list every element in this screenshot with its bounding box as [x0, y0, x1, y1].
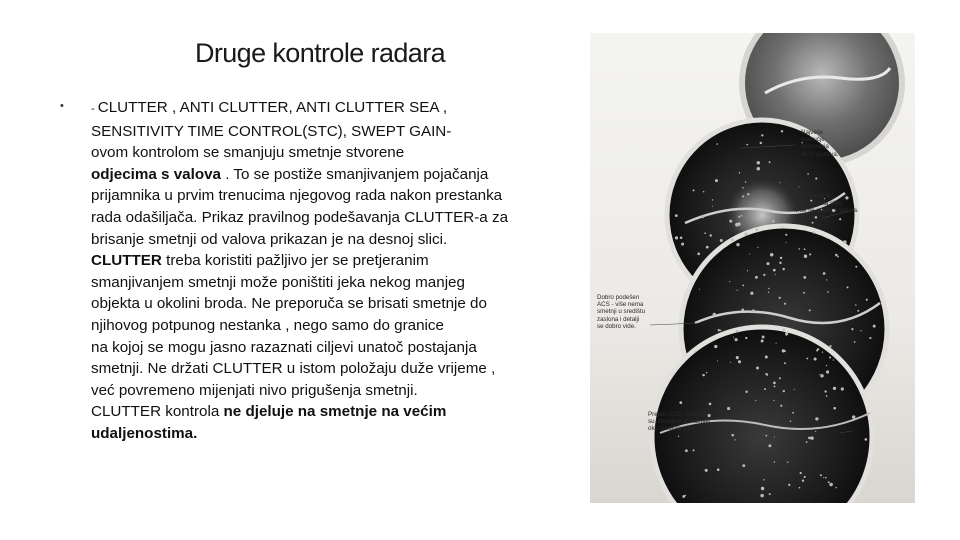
caption-acs-too-strong: Prejaki ACS - smetnje su izbrisane ali i detalji oko središta slike. — [648, 411, 710, 433]
echo-speckle — [825, 477, 827, 479]
echo-speckle — [833, 407, 836, 410]
echo-speckle — [742, 187, 744, 189]
echo-speckle — [705, 469, 708, 472]
echo-speckle — [810, 436, 813, 439]
echo-speckle — [804, 255, 807, 258]
echo-speckle — [772, 220, 774, 222]
echo-speckle — [737, 290, 738, 291]
radar-scopes-illustration — [590, 33, 915, 503]
echo-speckle — [713, 313, 716, 316]
echo-speckle — [695, 351, 696, 352]
echo-speckle — [706, 372, 708, 374]
echo-speckle — [731, 434, 734, 437]
echo-speckle — [855, 266, 857, 268]
echo-speckle — [694, 218, 695, 219]
echo-speckle — [841, 387, 844, 390]
echo-speckle — [829, 356, 831, 358]
text-segment: ovom kontrolom se smanjuju smetnje stvorene — [91, 144, 405, 162]
echo-speckle — [824, 390, 826, 392]
echo-speckle — [823, 272, 826, 275]
echo-speckle — [780, 257, 782, 259]
echo-speckle — [735, 338, 738, 341]
echo-speckle — [736, 243, 739, 246]
echo-speckle — [786, 335, 787, 336]
echo-speckle — [788, 484, 790, 486]
body-line — [91, 207, 591, 229]
echo-speckle — [802, 480, 804, 482]
echo-speckle — [785, 332, 788, 335]
echo-speckle — [866, 299, 868, 301]
echo-speckle — [768, 288, 769, 289]
echo-speckle — [701, 215, 704, 218]
echo-speckle — [709, 403, 712, 406]
echo-speckle — [803, 276, 806, 279]
echo-speckle — [720, 239, 723, 242]
echo-speckle — [734, 439, 735, 440]
echo-speckle — [794, 389, 795, 390]
echo-speckle — [833, 359, 834, 360]
echo-speckle — [733, 337, 734, 338]
echo-speckle — [806, 441, 808, 443]
echo-speckle — [787, 461, 788, 462]
echo-speckle — [739, 172, 740, 173]
radar-clutter-photo — [590, 33, 915, 503]
echo-speckle — [781, 130, 783, 132]
echo-speckle — [715, 179, 718, 182]
echo-speckle — [829, 483, 833, 487]
slide-title: Druge kontrole radara — [194, 38, 446, 68]
echo-speckle — [782, 349, 785, 352]
echo-speckle — [736, 330, 739, 333]
bold-text: ne djeluje na smetnje na većim — [223, 403, 447, 421]
echo-speckle — [823, 477, 824, 478]
echo-speckle — [742, 309, 745, 312]
echo-speckle — [780, 405, 782, 407]
echo-speckle — [826, 370, 829, 373]
text-segment: brisanje smetnji od valova prikazan je na desnoj slici. — [91, 230, 448, 248]
text-segment: CLUTTER kontrola — [91, 403, 224, 421]
body-line — [91, 315, 591, 337]
echo-speckle — [827, 291, 829, 293]
echo-speckle — [741, 215, 743, 217]
echo-speckle — [779, 297, 781, 299]
echo-speckle — [766, 374, 768, 376]
echo-speckle — [799, 487, 801, 489]
echo-speckle — [718, 329, 720, 331]
echo-speckle — [761, 340, 764, 343]
echo-speckle — [750, 292, 753, 295]
text-segment: na kojoj se mogu jasno razaznati ciljevi unatoč postajanja — [91, 338, 477, 356]
text-segment: . To se postiže smanjivanjem pojačanja — [221, 165, 489, 183]
text-segment: treba koristiti pažljivo jer se pretjeranim — [161, 252, 429, 270]
echo-speckle — [747, 270, 748, 271]
echo-speckle — [757, 161, 760, 164]
echo-speckle — [712, 199, 713, 200]
echo-speckle — [819, 374, 820, 375]
echo-speckle — [756, 228, 759, 231]
echo-speckle — [799, 248, 801, 250]
echo-speckle — [785, 234, 787, 236]
echo-speckle — [681, 243, 684, 246]
echo-speckle — [761, 134, 763, 136]
echo-speckle — [675, 236, 678, 239]
echo-speckle — [782, 226, 783, 227]
echo-speckle — [779, 262, 781, 264]
echo-speckle — [839, 218, 841, 220]
echo-speckle — [730, 362, 731, 363]
echo-speckle — [712, 206, 713, 207]
echo-speckle — [822, 352, 823, 353]
body-line — [91, 380, 591, 402]
text-segment: objekta u okolini broda. Ne preporuča se brisati smetnje do — [91, 295, 487, 313]
echo-speckle — [835, 254, 838, 257]
body-line — [91, 164, 591, 186]
echo-speckle — [766, 262, 769, 265]
echo-speckle — [812, 222, 814, 224]
echo-speckle — [742, 285, 744, 287]
echo-speckle — [773, 382, 776, 385]
echo-speckle — [814, 357, 817, 360]
bold-text: udaljenostima. — [91, 424, 198, 442]
echo-speckle — [815, 216, 818, 219]
text-segment: smetnji. Ne držati CLUTTER u istom položaju duže vrijeme , — [91, 360, 496, 378]
echo-speckle — [829, 345, 831, 347]
echo-speckle — [826, 279, 827, 280]
echo-speckle — [792, 412, 794, 414]
body-paragraph — [91, 97, 591, 445]
echo-speckle — [742, 195, 744, 197]
echo-speckle — [864, 438, 867, 441]
echo-speckle — [820, 374, 823, 377]
echo-speckle — [745, 391, 747, 393]
echo-speckle — [804, 248, 806, 250]
body-line — [91, 97, 591, 121]
echo-speckle — [820, 474, 822, 476]
echo-speckle — [815, 417, 818, 420]
echo-speckle — [729, 220, 732, 223]
echo-speckle — [808, 437, 811, 440]
echo-speckle — [774, 436, 775, 437]
echo-speckle — [727, 407, 730, 410]
echo-speckle — [779, 377, 781, 379]
text-segment: rada odašiljača. Prikaz pravilnog podešavanja CLUTTER-a za — [91, 208, 509, 226]
echo-speckle — [746, 144, 748, 146]
echo-speckle — [873, 325, 876, 328]
echo-speckle — [747, 193, 749, 195]
echo-speckle — [763, 479, 764, 480]
echo-speckle — [784, 303, 786, 305]
caption-acs-well-tuned: Dobro podešen ACS - više nema smetnji u središtu zaslona i detalji se dobro vide. — [597, 294, 646, 330]
echo-speckle — [702, 374, 704, 376]
echo-speckle — [693, 189, 695, 191]
body-line — [91, 401, 591, 423]
body-line — [91, 121, 591, 143]
echo-speckle — [855, 304, 856, 305]
echo-speckle — [675, 214, 678, 217]
echo-speckle — [833, 387, 836, 390]
echo-speckle — [745, 337, 747, 339]
echo-speckle — [768, 444, 771, 447]
echo-speckle — [837, 256, 839, 258]
body-line — [91, 337, 591, 359]
echo-speckle — [697, 253, 700, 256]
echo-speckle — [809, 309, 811, 311]
bold-text: odjecima s valova — [91, 165, 222, 183]
echo-speckle — [806, 358, 808, 360]
caption-largest-acs-area: Najveće područje djelovanja ACS sustava. — [801, 129, 839, 158]
echo-speckle — [869, 337, 871, 339]
echo-speckle — [816, 349, 818, 351]
echo-speckle — [699, 289, 700, 290]
body-line — [91, 272, 591, 294]
caption-acs-too-weak: Premali ACS - oko središta slike vide se odjeci s valova. — [795, 193, 859, 215]
echo-speckle — [742, 464, 745, 467]
echo-speckle — [768, 292, 769, 293]
echo-speckle — [744, 233, 747, 236]
echo-speckle — [678, 436, 679, 437]
echo-speckle — [803, 292, 805, 294]
echo-speckle — [852, 415, 855, 418]
echo-speckle — [714, 345, 717, 348]
echo-speckle — [775, 274, 776, 275]
echo-speckle — [738, 360, 741, 363]
echo-speckle — [769, 493, 771, 495]
echo-speckle — [706, 246, 709, 249]
echo-speckle — [680, 237, 683, 240]
echo-speckle — [729, 281, 730, 282]
echo-speckle — [765, 356, 768, 359]
echo-speckle — [765, 435, 767, 437]
echo-speckle — [693, 449, 695, 451]
body-line — [91, 293, 591, 315]
text-segment: njihovog potpunog nestanka , nego samo do granice — [91, 316, 444, 334]
echo-speckle — [749, 254, 750, 255]
echo-speckle — [773, 400, 774, 401]
echo-speckle — [846, 286, 848, 288]
body-line — [91, 250, 591, 272]
echo-speckle — [762, 336, 765, 339]
echo-speckle — [737, 222, 741, 226]
echo-speckle — [752, 309, 755, 312]
echo-speckle — [710, 234, 712, 236]
echo-speckle — [755, 400, 756, 401]
echo-speckle — [760, 494, 763, 497]
text-segment: smanjivanjem smetnji može poništiti jeka nekog manjeg — [91, 273, 465, 291]
echo-speckle — [813, 231, 815, 233]
echo-speckle — [685, 449, 688, 452]
bold-text: CLUTTER — [91, 252, 162, 270]
text-segment: prijamnika u prvim trenucima njegovog rada nakon prestanka — [91, 187, 503, 205]
echo-speckle — [761, 487, 764, 490]
echo-speckle — [755, 276, 758, 279]
text-segment: - — [91, 103, 98, 115]
echo-speckle — [851, 328, 853, 330]
echo-speckle — [756, 367, 759, 370]
echo-speckle — [843, 240, 847, 244]
echo-speckle — [815, 431, 816, 432]
echo-speckle — [717, 360, 718, 361]
echo-speckle — [807, 173, 809, 175]
echo-speckle — [835, 487, 836, 488]
echo-speckle — [763, 274, 765, 276]
body-line — [91, 142, 591, 164]
echo-speckle — [716, 143, 718, 145]
echo-speckle — [783, 328, 785, 330]
echo-speckle — [784, 362, 786, 364]
echo-speckle — [826, 365, 827, 366]
echo-speckle — [857, 310, 859, 312]
echo-speckle — [764, 388, 766, 390]
body-line — [91, 185, 591, 207]
echo-speckle — [736, 356, 739, 359]
echo-speckle — [776, 343, 777, 344]
body-line — [91, 423, 591, 445]
text-segment: CLUTTER , ANTI CLUTTER, ANTI CLUTTER SEA , — [97, 99, 448, 116]
echo-speckle — [854, 341, 856, 343]
text-segment: SENSITIVITY TIME CONTROL(STC), SWEPT GAIN- — [91, 122, 452, 140]
echo-speckle — [809, 253, 811, 255]
echo-speckle — [704, 232, 706, 234]
echo-speckle — [800, 472, 802, 474]
echo-speckle — [779, 182, 780, 183]
echo-speckle — [682, 495, 685, 498]
echo-speckle — [782, 268, 784, 270]
echo-speckle — [826, 395, 828, 397]
echo-speckle — [738, 216, 740, 218]
echo-speckle — [757, 167, 760, 170]
echo-speckle — [859, 417, 861, 419]
echo-speckle — [785, 242, 786, 243]
echo-speckle — [717, 468, 720, 471]
echo-speckle — [860, 330, 861, 331]
echo-speckle — [773, 269, 776, 272]
echo-speckle — [783, 390, 785, 392]
bullet-marker: • — [60, 100, 64, 112]
body-line — [91, 358, 591, 380]
echo-speckle — [790, 420, 792, 422]
echo-speckle — [770, 253, 774, 256]
echo-speckle — [745, 181, 747, 183]
echo-speckle — [774, 461, 775, 462]
echo-speckle — [757, 247, 758, 248]
body-line — [91, 229, 591, 251]
echo-speckle — [815, 178, 817, 180]
echo-speckle — [679, 401, 682, 404]
echo-speckle — [769, 161, 771, 163]
echo-speckle — [828, 481, 830, 483]
echo-speckle — [703, 191, 704, 192]
echo-speckle — [798, 186, 799, 187]
echo-speckle — [804, 476, 806, 478]
echo-speckle — [774, 385, 776, 387]
echo-speckle — [760, 142, 762, 144]
text-segment: već povremeno mijenjati nivo prigušenja smetnji. — [91, 381, 418, 399]
echo-speckle — [731, 238, 734, 241]
